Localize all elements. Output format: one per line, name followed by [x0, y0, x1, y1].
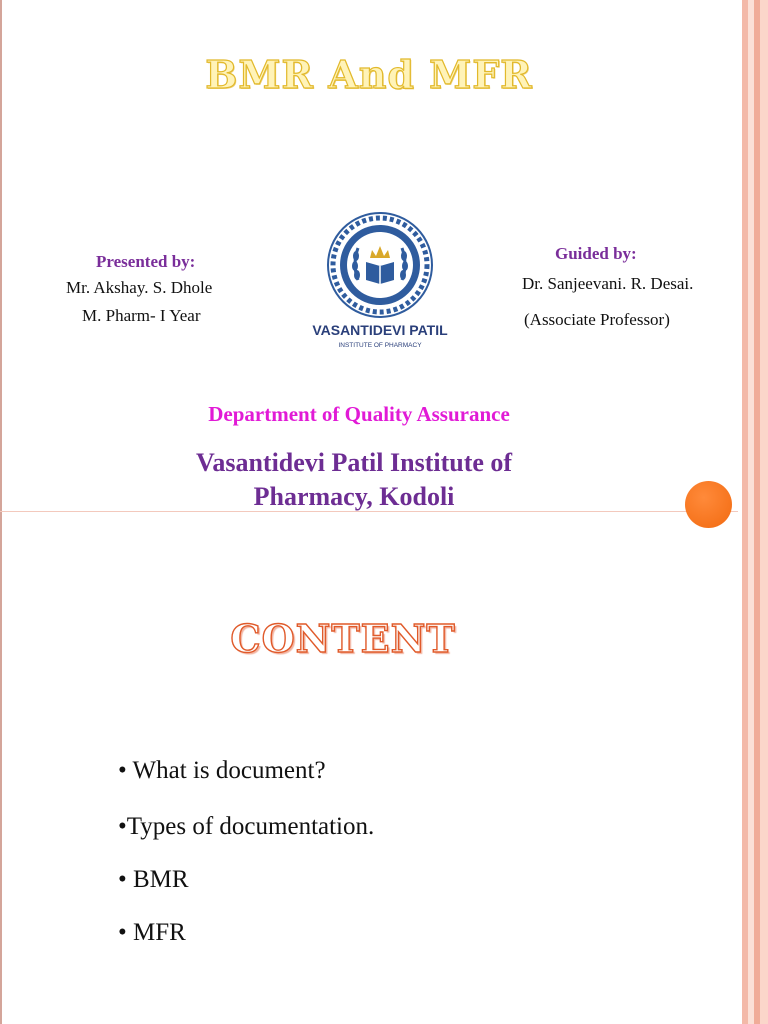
slide-title: BMR And MFR	[205, 52, 533, 97]
slide-2	[0, 512, 738, 1024]
guided-by-label: Guided by:	[555, 244, 637, 263]
content-bullet: • What is document?	[118, 757, 326, 784]
guide-role: (Associate Professor)	[524, 310, 670, 329]
orange-dot-decoration	[685, 481, 732, 528]
content-bullet: •Types of documentation.	[118, 813, 375, 840]
book-laurel-emblem-icon	[300, 210, 460, 354]
content-bullet: • BMR	[118, 866, 189, 893]
institute-name-line-2: Pharmacy, Kodoli	[253, 482, 455, 511]
right-decorative-stripes	[738, 0, 768, 1024]
content-bullet: • MFR	[118, 919, 186, 946]
institute-logo	[300, 210, 460, 354]
department-name: Department of Quality Assurance	[208, 402, 510, 426]
presented-by-label: Presented by:	[96, 252, 196, 271]
logo-subtitle: INSTITUTE OF PHARMACY	[338, 342, 422, 349]
left-border	[0, 0, 2, 1024]
presenter-year: M. Pharm- I Year	[82, 306, 201, 325]
presenter-name: Mr. Akshay. S. Dhole	[66, 278, 213, 297]
institute-name-line-1: Vasantidevi Patil Institute of	[195, 448, 513, 477]
content-heading: CONTENT	[230, 616, 456, 661]
logo-name: VASANTIDEVI PATIL	[312, 322, 448, 338]
guide-name: Dr. Sanjeevani. R. Desai.	[522, 274, 694, 293]
